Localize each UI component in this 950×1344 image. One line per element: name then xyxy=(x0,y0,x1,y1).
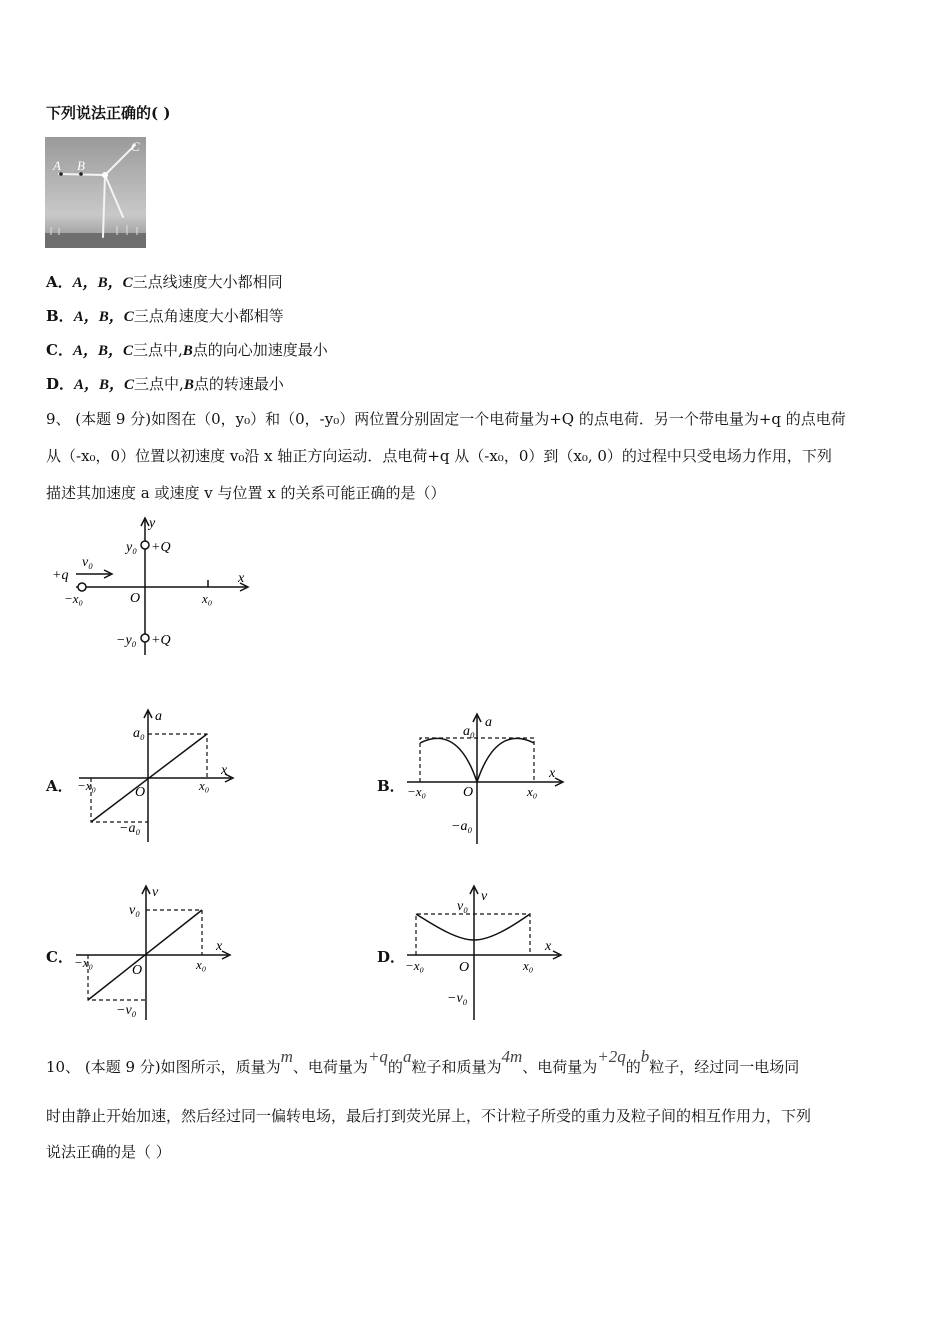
q9-option-b-label[interactable]: B． xyxy=(377,777,405,795)
graph-bottom-label: −a₀ xyxy=(119,821,141,836)
q10-line-2: 时由静止开始加速，然后经过同一偏转电场，最后打到荧光屏上，不计粒子所受的重力及粒子间的相互作用力，下列 xyxy=(46,1107,812,1125)
option-points: A，B，C xyxy=(73,309,134,325)
q10-part: 、电荷量为 xyxy=(292,1058,368,1076)
fig-neg-x0: −x₀ xyxy=(64,591,84,606)
q8-stem: 下列说法正确的( ) xyxy=(46,104,171,122)
q10-part: 粒子和质量为 xyxy=(411,1058,502,1076)
graph-left-label: −x₀ xyxy=(74,955,94,970)
q9-line-3: 描述其加速度 a 或速度 v 与位置 x 的关系可能正确的是（） xyxy=(46,484,446,502)
q10-part: 的 xyxy=(625,1058,641,1076)
q9-setup-figure xyxy=(48,510,258,660)
q9-option-d-label[interactable]: D． xyxy=(377,948,406,966)
option-text: 三点角速度大小都相等 xyxy=(133,307,284,325)
graph-axis-label: a xyxy=(155,709,162,724)
q10-math-4m: 4m xyxy=(501,1047,523,1066)
graph-origin: O xyxy=(135,785,146,800)
q10-part: 、电荷量为 xyxy=(522,1058,598,1076)
graph-axis-label: v xyxy=(152,885,159,900)
graph-left-label: −x₀ xyxy=(77,778,97,793)
option-points: A，B，C xyxy=(72,275,133,291)
fig-y-label: y xyxy=(149,516,156,531)
graph-top-label: v₀ xyxy=(129,903,141,918)
q10-part: 10、 (本题 9 分)如图所示，质量为 xyxy=(46,1058,281,1076)
q9-option-a-graph[interactable] xyxy=(75,706,245,846)
fig-neg-y0: −y₀ xyxy=(116,633,137,648)
q9-option-a-label[interactable]: A． xyxy=(46,777,73,795)
wind-turbine-photo xyxy=(45,137,146,248)
graph-x-label: x xyxy=(549,766,556,781)
graph-top-label: a₀ xyxy=(463,724,475,739)
q9-line-2: 从（-x₀，0）位置以初速度 v₀沿 x 轴正方向运动．点电荷+q 从（-x₀，0）到（x₀, 0）的过程中只受电场力作用，下列 xyxy=(46,447,832,465)
option-text: 三点线速度大小都相同 xyxy=(132,273,283,291)
option-tail: 点的向心加速度最小 xyxy=(192,341,328,359)
graph-bottom-label: −v₀ xyxy=(116,1003,137,1018)
q10-part: 粒子，经过同一电场同 xyxy=(649,1058,800,1076)
option-label: D． xyxy=(46,375,75,393)
fig-v0: v₀ xyxy=(82,555,94,570)
graph-bottom-label: −a₀ xyxy=(451,819,473,834)
fig-charge-q: +q xyxy=(52,568,69,583)
graph-x-label: x xyxy=(545,939,552,954)
graph-x-label: x xyxy=(221,763,228,778)
fig-q-top: +Q xyxy=(151,540,171,555)
option-point: B xyxy=(182,343,193,359)
fig-x-label: x xyxy=(238,571,245,586)
option-tail: 点的转速最小 xyxy=(193,375,284,393)
option-label: B． xyxy=(46,307,74,325)
option-text: 三点中, xyxy=(132,341,183,359)
option-label: A． xyxy=(46,273,73,291)
q8-option-a[interactable] xyxy=(46,271,283,292)
q10-math-2q: +2q xyxy=(597,1047,626,1066)
graph-top-label: v₀ xyxy=(457,899,469,914)
photo-label-b: B xyxy=(77,158,85,173)
q8-option-d[interactable] xyxy=(46,373,284,394)
graph-top-label: a₀ xyxy=(133,726,145,741)
graph-axis-label: a xyxy=(485,715,492,730)
graph-bottom-label: −v₀ xyxy=(447,991,468,1006)
graph-origin: O xyxy=(132,963,143,978)
q8-option-c[interactable] xyxy=(46,339,328,360)
fig-y0: y₀ xyxy=(126,540,138,555)
graph-left-label: −x₀ xyxy=(405,958,425,973)
q10-math-q: +q xyxy=(367,1047,388,1066)
q9-option-c-graph[interactable] xyxy=(72,882,242,1022)
graph-origin: O xyxy=(463,785,474,800)
photo-label-a: A xyxy=(53,158,61,173)
graph-origin: O xyxy=(459,960,470,975)
q10-line-3: 说法正确的是（ ） xyxy=(46,1143,171,1161)
option-label: C． xyxy=(46,341,73,359)
q8-option-b[interactable] xyxy=(46,305,284,326)
graph-right-label: x₀ xyxy=(199,778,210,793)
q9-option-b-graph[interactable] xyxy=(403,710,573,850)
photo-label-c: C xyxy=(131,139,140,154)
q10-math-m: m xyxy=(280,1047,293,1066)
graph-right-label: x₀ xyxy=(523,958,534,973)
q10-part: 的 xyxy=(387,1058,403,1076)
fig-q-bottom: +Q xyxy=(151,633,171,648)
graph-left-label: −x₀ xyxy=(407,784,427,799)
fig-origin: O xyxy=(130,591,141,606)
q9-option-c-label[interactable]: C． xyxy=(46,948,73,966)
graph-right-label: x₀ xyxy=(527,784,538,799)
q10-line-1 xyxy=(46,1047,800,1077)
q9-line-1: 9、 (本题 9 分)如图在（0，y₀）和（0，-y₀）两位置分别固定一个电荷量为+Q 的点电荷．另一个带电量为+q 的点电荷 xyxy=(46,410,846,428)
q9-option-d-graph[interactable] xyxy=(403,882,573,1022)
graph-right-label: x₀ xyxy=(196,957,207,972)
option-text: 三点中, xyxy=(134,375,184,393)
q10-math-a: a xyxy=(402,1047,412,1066)
graph-axis-label: v xyxy=(481,889,488,904)
option-point: B xyxy=(183,377,194,393)
option-points: A，B，C xyxy=(72,343,133,359)
q10-math-b: b xyxy=(640,1047,650,1066)
fig-x0: x₀ xyxy=(202,591,213,606)
option-points: A，B，C xyxy=(74,377,135,393)
graph-x-label: x xyxy=(216,939,223,954)
